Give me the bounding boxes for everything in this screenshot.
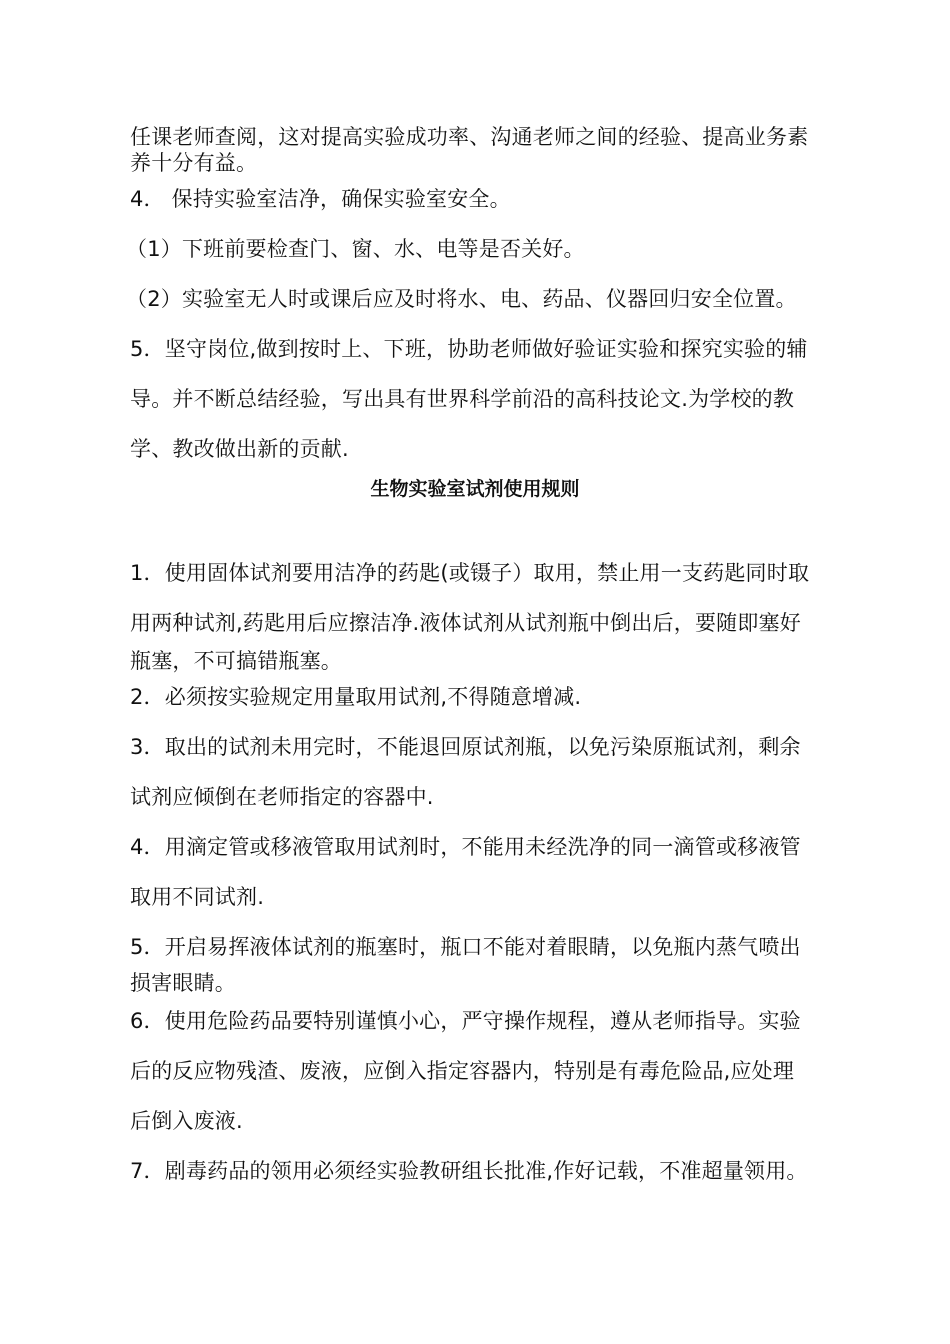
section-title: 生物实验室试剂使用规则: [370, 478, 580, 500]
paragraph-line: 损害眼睛。: [130, 971, 236, 995]
paragraph-line: 后的反应物残渣、废液，应倒入指定容器内，特别是有毒危险品,应处理: [130, 1059, 795, 1083]
rule-item-6: 6．使用危险药品要特别谨慎小心，严守操作规程，遵从老师指导。实验: [130, 1009, 801, 1033]
paragraph-line: 学、教改做出新的贡献.: [130, 437, 349, 461]
rule-item-4: 4．用滴定管或移液管取用试剂时，不能用未经洗净的同一滴管或移液管: [130, 835, 801, 859]
paragraph-line: 用两种试剂,药匙用后应擦洁净.液体试剂从试剂瓶中倒出后，要随即塞好: [130, 611, 801, 635]
rule-item-1: 1．使用固体试剂要用洁净的药匙(或镊子）取用，禁止用一支药匙同时取: [130, 561, 810, 585]
rule-item-7: 7．剧毒药品的领用必须经实验教研组长批准,作好记载，不准超量领用。: [130, 1159, 808, 1183]
sub-item-2: （2）实验室无人时或课后应及时将水、电、药品、仪器回归安全位置。: [126, 287, 797, 311]
list-item-4: 4． 保持实验室洁净，确保实验室安全。: [130, 187, 511, 211]
rule-item-3: 3．取出的试剂未用完时，不能退回原试剂瓶，以免污染原瓶试剂，剩余: [130, 735, 801, 759]
rule-item-5: 5．开启易挥液体试剂的瓶塞时，瓶口不能对着眼睛，以免瓶内蒸气喷出: [130, 935, 801, 959]
sub-item-1: （1）下班前要检查门、窗、水、电等是否关好。: [126, 237, 585, 261]
paragraph-line: 取用不同试剂.: [130, 885, 265, 909]
rule-item-2: 2．必须按实验规定用量取用试剂,不得随意增减.: [130, 685, 582, 709]
paragraph-line: 瓶塞，不可搞错瓶塞。: [130, 649, 342, 673]
paragraph-line: 养十分有益。: [130, 151, 258, 175]
paragraph-line: 导。并不断总结经验，写出具有世界科学前沿的高科技论文.为学校的教: [130, 387, 795, 411]
paragraph-line: 后倒入废液.: [130, 1109, 243, 1133]
paragraph-line: 任课老师查阅，这对提高实验成功率、沟通老师之间的经验、提高业务素: [130, 125, 809, 149]
list-item-5: 5．坚守岗位,做到按时上、下班，协助老师做好验证实验和探究实验的辅: [130, 337, 808, 361]
paragraph-line: 试剂应倾倒在老师指定的容器中.: [130, 785, 434, 809]
